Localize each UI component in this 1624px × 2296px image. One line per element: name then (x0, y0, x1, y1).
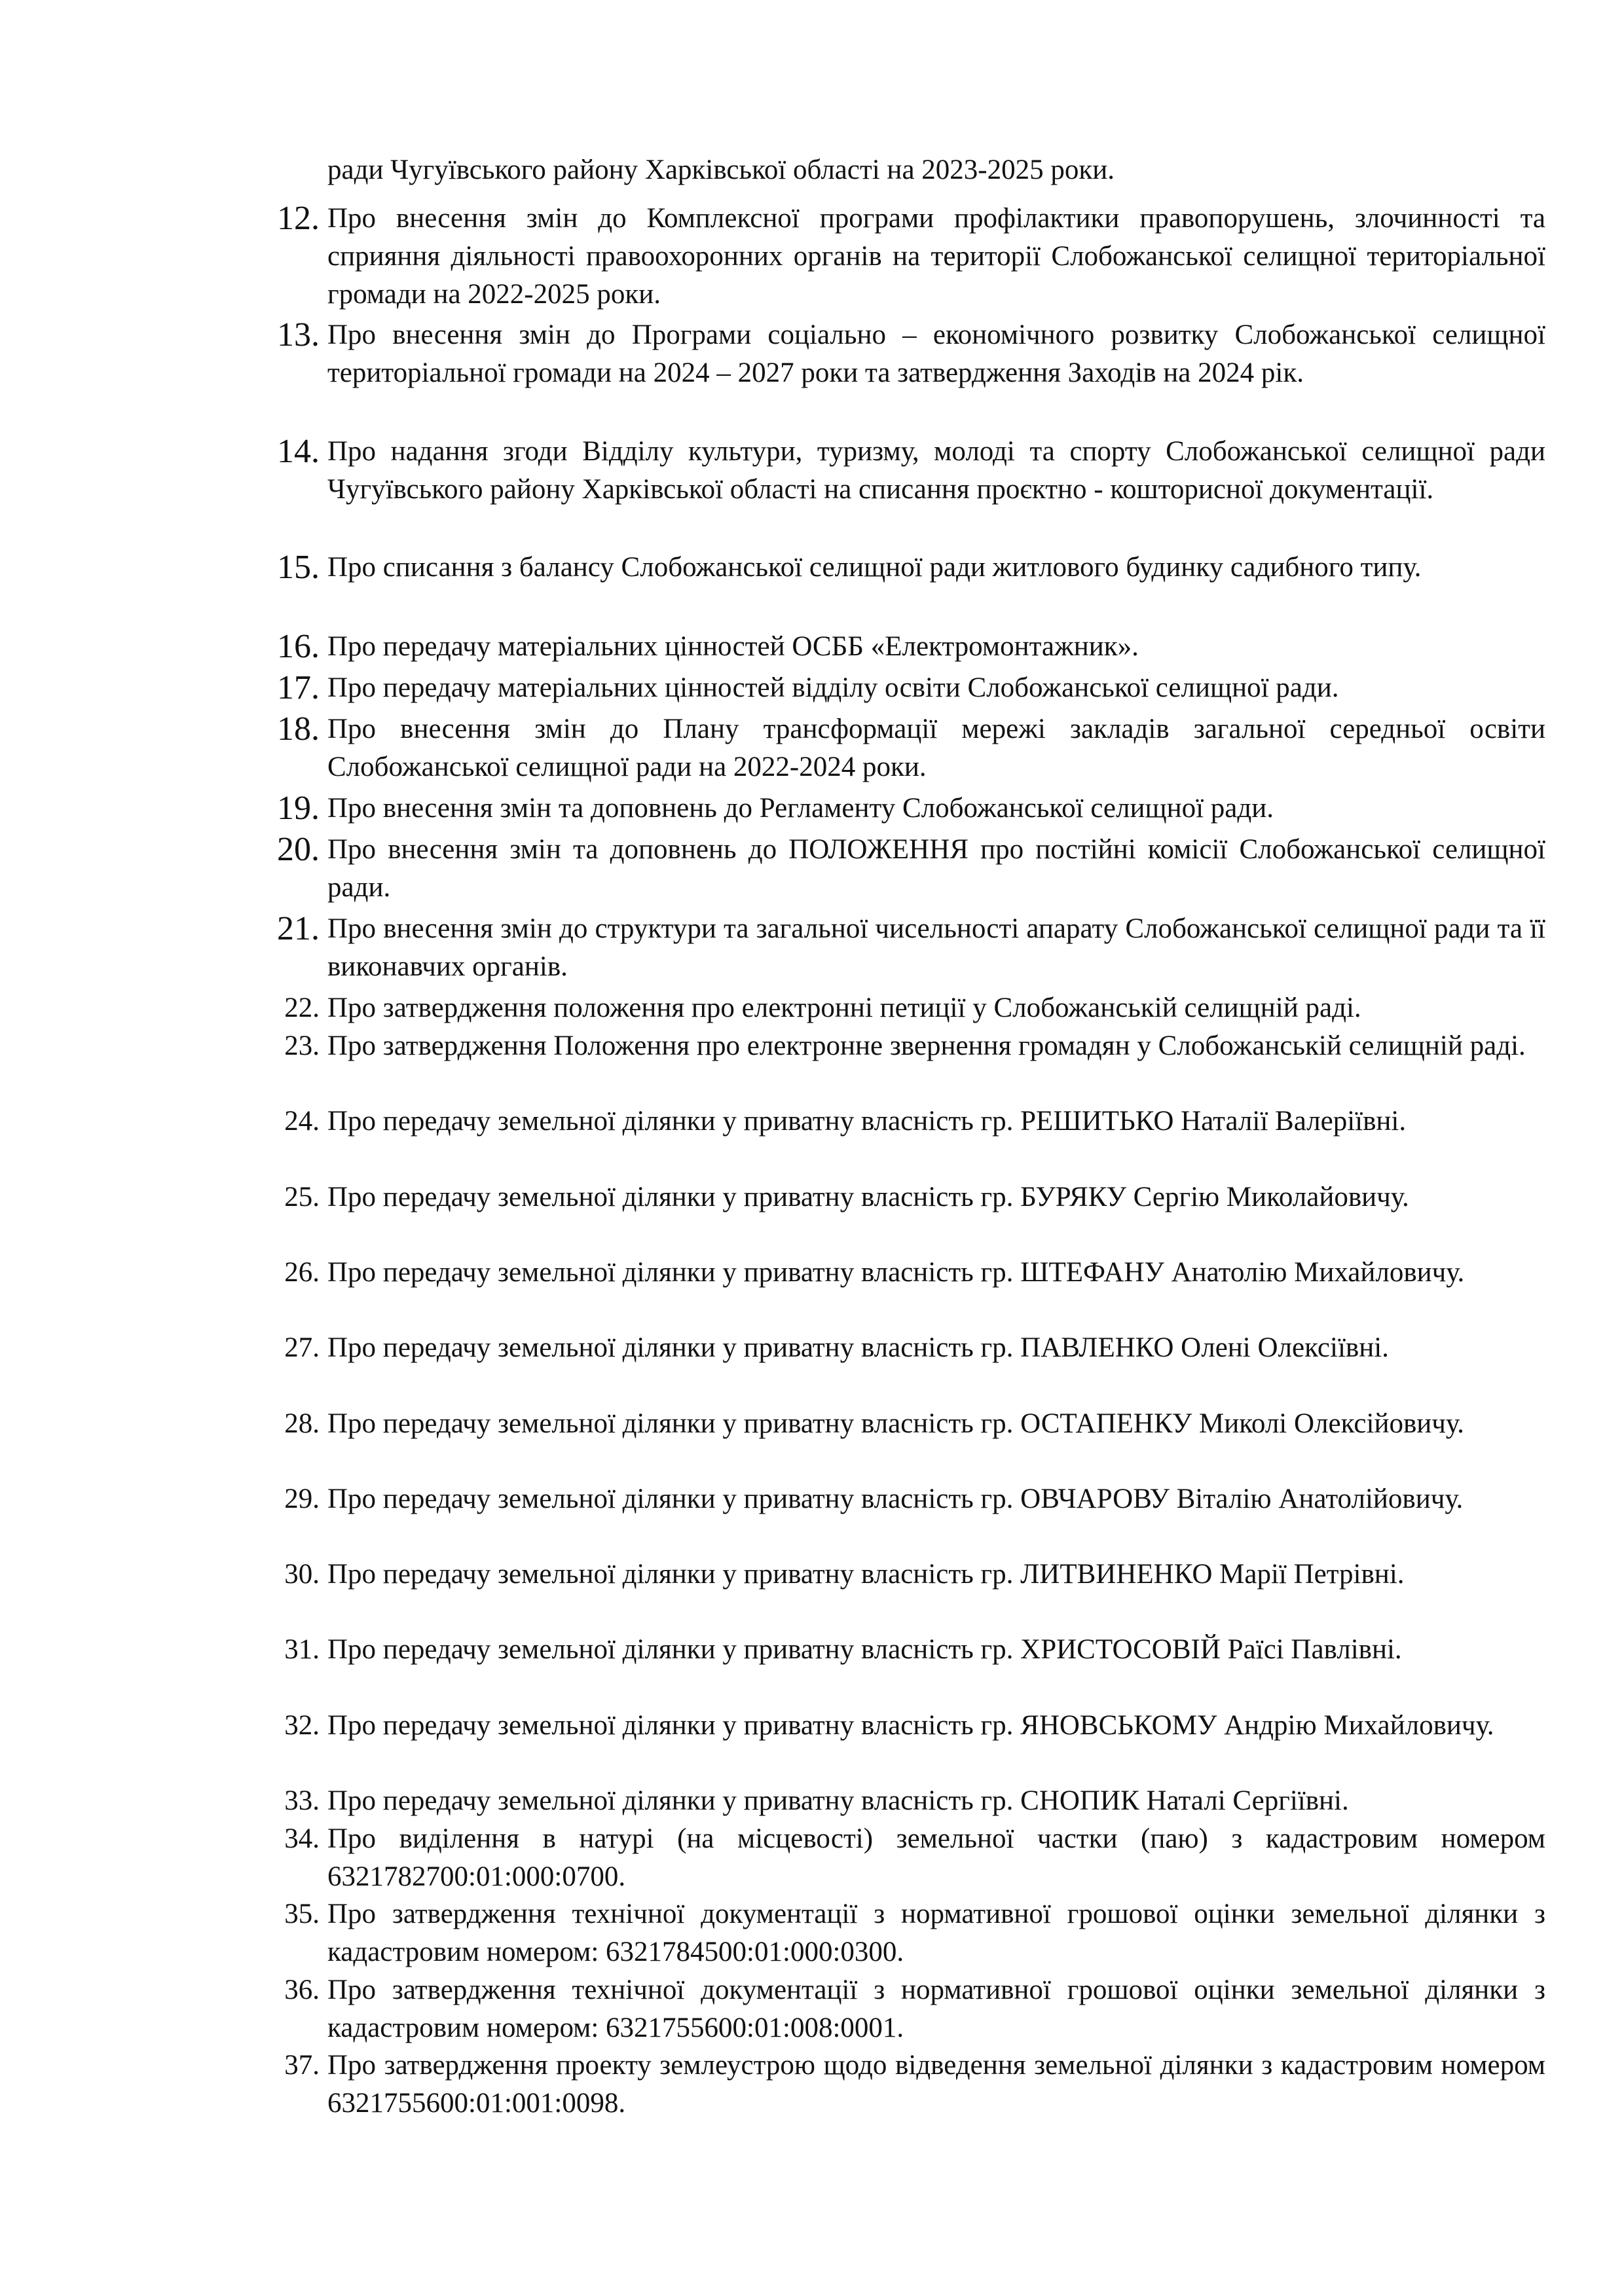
item-text: Про внесення змін та доповнень до Регламенту Слобожанської селищної ради. (327, 793, 1274, 824)
item-text: Про передачу матеріальних цінностей відділу освіти Слобожанської селищної ради. (327, 672, 1339, 703)
item-number: 31. (284, 1634, 320, 1665)
item-text: Про передачу земельної ділянки у приватну власність гр. ШТЕФАНУ Анатолію Михайловичу. (327, 1257, 1465, 1288)
item-number: 17. (277, 669, 320, 706)
item-number: 34. (284, 1823, 320, 1854)
item-text: Про затвердження проекту землеустрою щодо відведення земельної ділянки з кадастровим номером 6321755600:01:001:0098. (327, 2050, 1545, 2119)
item-number: 14. (277, 433, 320, 470)
item-text: Про затвердження технічної документації з нормативної грошової оцінки земельної ділянки з кадастровим номером: 6321784500:01:000:0300. (327, 1899, 1545, 1967)
item-number: 15. (277, 549, 320, 586)
item-number: 30. (284, 1559, 320, 1590)
item-number: 23. (284, 1030, 320, 1061)
item-text: Про внесення змін до Програми соціально – економічного розвитку Слобожанської селищної територіальної громади на 2024 – 2027 роки та затвердження Заходів на 2024 рік. (327, 319, 1545, 388)
item-text: Про передачу земельної ділянки у приватну власність гр. БУРЯКУ Сергію Миколайовичу. (327, 1182, 1409, 1212)
item-number: 19. (277, 790, 320, 827)
item-text: Про передачу земельної ділянки у приватну власність гр. РЕШИТЬКО Наталії Валеріївні. (327, 1106, 1407, 1137)
item-text: Про списання з балансу Слобожанської селищної ради житлового будинку садибного типу. (327, 552, 1422, 583)
item-number: 37. (284, 2050, 320, 2081)
item-text: Про передачу земельної ділянки у приватну власність гр. ОВЧАРОВУ Віталію Анатолійовичу. (327, 1484, 1464, 1514)
item-text: Про затвердження положення про електронні петиції у Слобожанській селищній раді. (327, 993, 1361, 1023)
item-number: 36. (284, 1975, 320, 2005)
item-text: Про надання згоди Відділу культури, туризму, молоді та спорту Слобожанської селищної ради Чугуївського району Харківської області на списання проєктно - кошторисної документації. (327, 436, 1545, 505)
item-text: Про внесення змін до Комплексної програми профілактики правопорушень, злочинності та сприяння діяльності правоохоронних органів на території Слобожанської селищної територіальної громади на 2022-2025 роки. (327, 203, 1545, 310)
item-text: Про виділення в натурі (на місцевості) земельної частки (паю) з кадастровим номером 6321782700:01:000:0700. (327, 1823, 1545, 1892)
item-number: 26. (284, 1257, 320, 1288)
item-number: 25. (284, 1182, 320, 1212)
item-number: 29. (284, 1484, 320, 1514)
item-number: 18. (277, 710, 320, 748)
item-text: Про внесення змін та доповнень до ПОЛОЖЕННЯ про постійні комісії Слобожанської селищної ради. (327, 834, 1545, 903)
item-number: 33. (284, 1785, 320, 1816)
item-text: Про передачу земельної ділянки у приватну власність гр. СНОПИК Наталі Сергіївні. (327, 1785, 1349, 1816)
item-text: Про передачу земельної ділянки у приватну власність гр. ЛИТВИНЕНКО Марії Петрівні. (327, 1559, 1405, 1590)
item-number: 16. (277, 628, 320, 665)
item-number: 13. (277, 316, 320, 354)
item-text: Про передачу земельної ділянки у приватну власність гр. ЯНОВСЬКОМУ Андрію Михайловичу. (327, 1710, 1494, 1741)
item-number: 27. (284, 1332, 320, 1363)
item-number: 24. (284, 1106, 320, 1137)
continuation-text: ради Чугуївського району Харківської області на 2023-2025 роки. (327, 155, 1115, 185)
item-text: Про передачу земельної ділянки у приватну власність гр. ХРИСТОСОВІЙ Раїсі Павлівні. (327, 1634, 1402, 1665)
item-number: 22. (284, 993, 320, 1023)
item-text: Про передачу земельної ділянки у приватну власність гр. ПАВЛЕНКО Олені Олексіївні. (327, 1332, 1389, 1363)
item-text: Про внесення змін до Плану трансформації мережі закладів загальної середньої освіти Слобожанської селищної ради на 2022-2024 роки. (327, 714, 1545, 782)
item-number: 35. (284, 1899, 320, 1929)
item-number: 32. (284, 1710, 320, 1741)
item-text: Про передачу земельної ділянки у приватну власність гр. ОСТАПЕНКУ Миколі Олексійовичу. (327, 1408, 1464, 1439)
item-number: 21. (277, 910, 320, 947)
item-text: Про внесення змін до структури та загальної чисельності апарату Слобожанської селищної ради та її виконавчих органів. (327, 913, 1545, 982)
item-number: 28. (284, 1408, 320, 1439)
item-text: Про затвердження технічної документації з нормативної грошової оцінки земельної ділянки з кадастровим номером: 6321755600:01:008:0001. (327, 1975, 1545, 2043)
item-text: Про затвердження Положення про електронне звернення громадян у Слобожанській селищній раді. (327, 1030, 1526, 1061)
item-number: 12. (277, 200, 320, 237)
item-text: Про передачу матеріальних цінностей ОСББ «Електромонтажник». (327, 631, 1139, 662)
item-number: 20. (277, 831, 320, 868)
